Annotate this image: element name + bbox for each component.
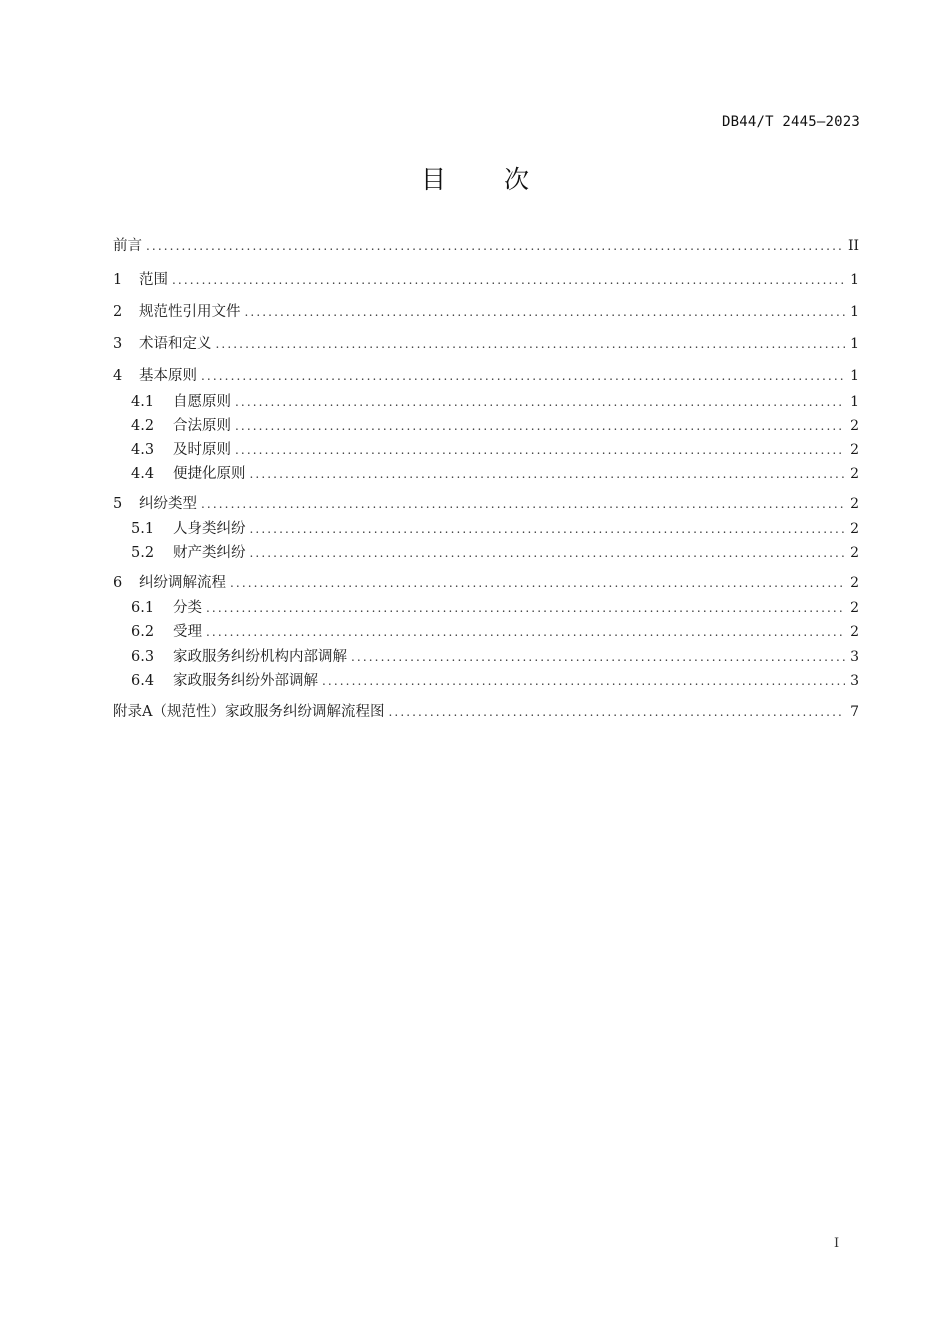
toc-entry[interactable] xyxy=(113,571,859,595)
toc-entry-number: 4.1 xyxy=(131,394,155,410)
toc-entry-label: 受理 xyxy=(173,624,202,640)
toc-dot-leader xyxy=(250,462,846,486)
toc-dot-leader xyxy=(245,300,846,324)
toc-entry[interactable] xyxy=(113,268,859,292)
title-char-2: 次 xyxy=(504,165,530,194)
toc-entry-label: 分类 xyxy=(173,600,202,616)
document-code: DB44/T 2445—2023 xyxy=(721,114,860,130)
toc-entry-label: 便捷化原则 xyxy=(173,466,246,482)
toc-dot-leader xyxy=(235,390,845,414)
toc-entry-page: II xyxy=(847,238,859,254)
toc-entry-number: 4 xyxy=(113,368,123,384)
toc-entry[interactable] xyxy=(113,438,859,462)
toc-entry-label: 范围 xyxy=(139,272,168,288)
toc-dot-leader xyxy=(201,364,845,388)
toc-entry[interactable] xyxy=(113,332,859,356)
toc-entry-number: 4.3 xyxy=(131,442,155,458)
toc-entry-page: 1 xyxy=(850,336,859,352)
toc-entry-label: 纠纷调解流程 xyxy=(139,575,226,591)
toc-entry-number: 4.4 xyxy=(131,466,155,482)
toc-dot-leader xyxy=(230,571,845,595)
toc-entry-page: 1 xyxy=(850,304,859,320)
toc-entry[interactable] xyxy=(113,596,859,620)
toc-entry-label: 自愿原则 xyxy=(173,394,231,410)
toc-entry[interactable] xyxy=(113,414,859,438)
toc-entry-number: 6 xyxy=(113,575,123,591)
page-title xyxy=(0,160,950,196)
toc-dot-leader xyxy=(206,620,845,644)
toc-entry-number: 6.3 xyxy=(131,649,155,665)
toc-dot-leader xyxy=(206,596,845,620)
toc-entry-number: 6.2 xyxy=(131,624,155,640)
toc-entry[interactable] xyxy=(113,700,859,724)
toc-entry-page: 3 xyxy=(850,673,859,689)
toc-dot-leader xyxy=(146,234,844,258)
toc-entry-label: 财产类纠纷 xyxy=(173,545,246,561)
toc-entry-page: 2 xyxy=(850,466,859,482)
toc-entry[interactable] xyxy=(113,462,859,486)
toc-entry-number: 1 xyxy=(113,272,123,288)
toc-entry[interactable] xyxy=(113,645,859,669)
toc-dot-leader xyxy=(201,492,845,516)
toc-entry-label: 前言 xyxy=(113,238,142,254)
toc-dot-leader xyxy=(250,517,846,541)
toc-dot-leader xyxy=(216,332,846,356)
toc-entry-label: 基本原则 xyxy=(139,368,197,384)
title-char-1: 目 xyxy=(420,165,446,194)
toc-entry[interactable] xyxy=(113,620,859,644)
toc-entry[interactable] xyxy=(113,300,859,324)
toc-entry-page: 2 xyxy=(850,600,859,616)
toc-entry-label: 附录A（规范性）家政服务纠纷调解流程图 xyxy=(113,704,385,720)
toc-entry-page: 3 xyxy=(850,649,859,665)
toc-entry-number: 3 xyxy=(113,336,123,352)
toc-entry-page: 2 xyxy=(850,442,859,458)
toc-entry[interactable] xyxy=(113,390,859,414)
toc-dot-leader xyxy=(235,438,845,462)
toc-entry-label: 术语和定义 xyxy=(139,336,212,352)
toc-entry-number: 5.1 xyxy=(131,521,155,537)
toc-dot-leader xyxy=(388,700,845,724)
toc-entry-number: 6.4 xyxy=(131,673,155,689)
toc-entry-label: 及时原则 xyxy=(173,442,231,458)
toc-dot-leader xyxy=(351,645,845,669)
toc-entry-label: 家政服务纠纷外部调解 xyxy=(173,673,318,689)
toc-entry[interactable] xyxy=(113,669,859,693)
toc-entry-page: 2 xyxy=(850,418,859,434)
toc-entry-label: 人身类纠纷 xyxy=(173,521,246,537)
toc-entry-label: 规范性引用文件 xyxy=(139,304,241,320)
toc-entry-page: 2 xyxy=(850,545,859,561)
toc-entry[interactable] xyxy=(113,541,859,565)
toc-entry[interactable] xyxy=(113,234,859,258)
toc-entry-number: 5.2 xyxy=(131,545,155,561)
toc-entry[interactable] xyxy=(113,364,859,388)
toc-entry-label: 合法原则 xyxy=(173,418,231,434)
toc-entry-number: 6.1 xyxy=(131,600,155,616)
toc-dot-leader xyxy=(322,669,845,693)
toc-entry-page: 1 xyxy=(850,368,859,384)
toc-entry[interactable] xyxy=(113,517,859,541)
page-number: I xyxy=(834,1236,840,1251)
toc-entry-page: 2 xyxy=(850,624,859,640)
toc-entry-page: 7 xyxy=(850,704,859,720)
toc-entry-page: 2 xyxy=(850,496,859,512)
toc-entry-page: 1 xyxy=(850,272,859,288)
toc-entry-page: 2 xyxy=(850,575,859,591)
toc-entry-number: 5 xyxy=(113,496,123,512)
toc-entry-number: 4.2 xyxy=(131,418,155,434)
toc-entry-page: 2 xyxy=(850,521,859,537)
toc-dot-leader xyxy=(250,541,846,565)
toc-dot-leader xyxy=(172,268,845,292)
toc-entry[interactable] xyxy=(113,492,859,516)
toc-entry-label: 纠纷类型 xyxy=(139,496,197,512)
toc-entry-page: 1 xyxy=(850,394,859,410)
toc-entry-label: 家政服务纠纷机构内部调解 xyxy=(173,649,347,665)
toc-dot-leader xyxy=(235,414,845,438)
toc-entry-number: 2 xyxy=(113,304,123,320)
